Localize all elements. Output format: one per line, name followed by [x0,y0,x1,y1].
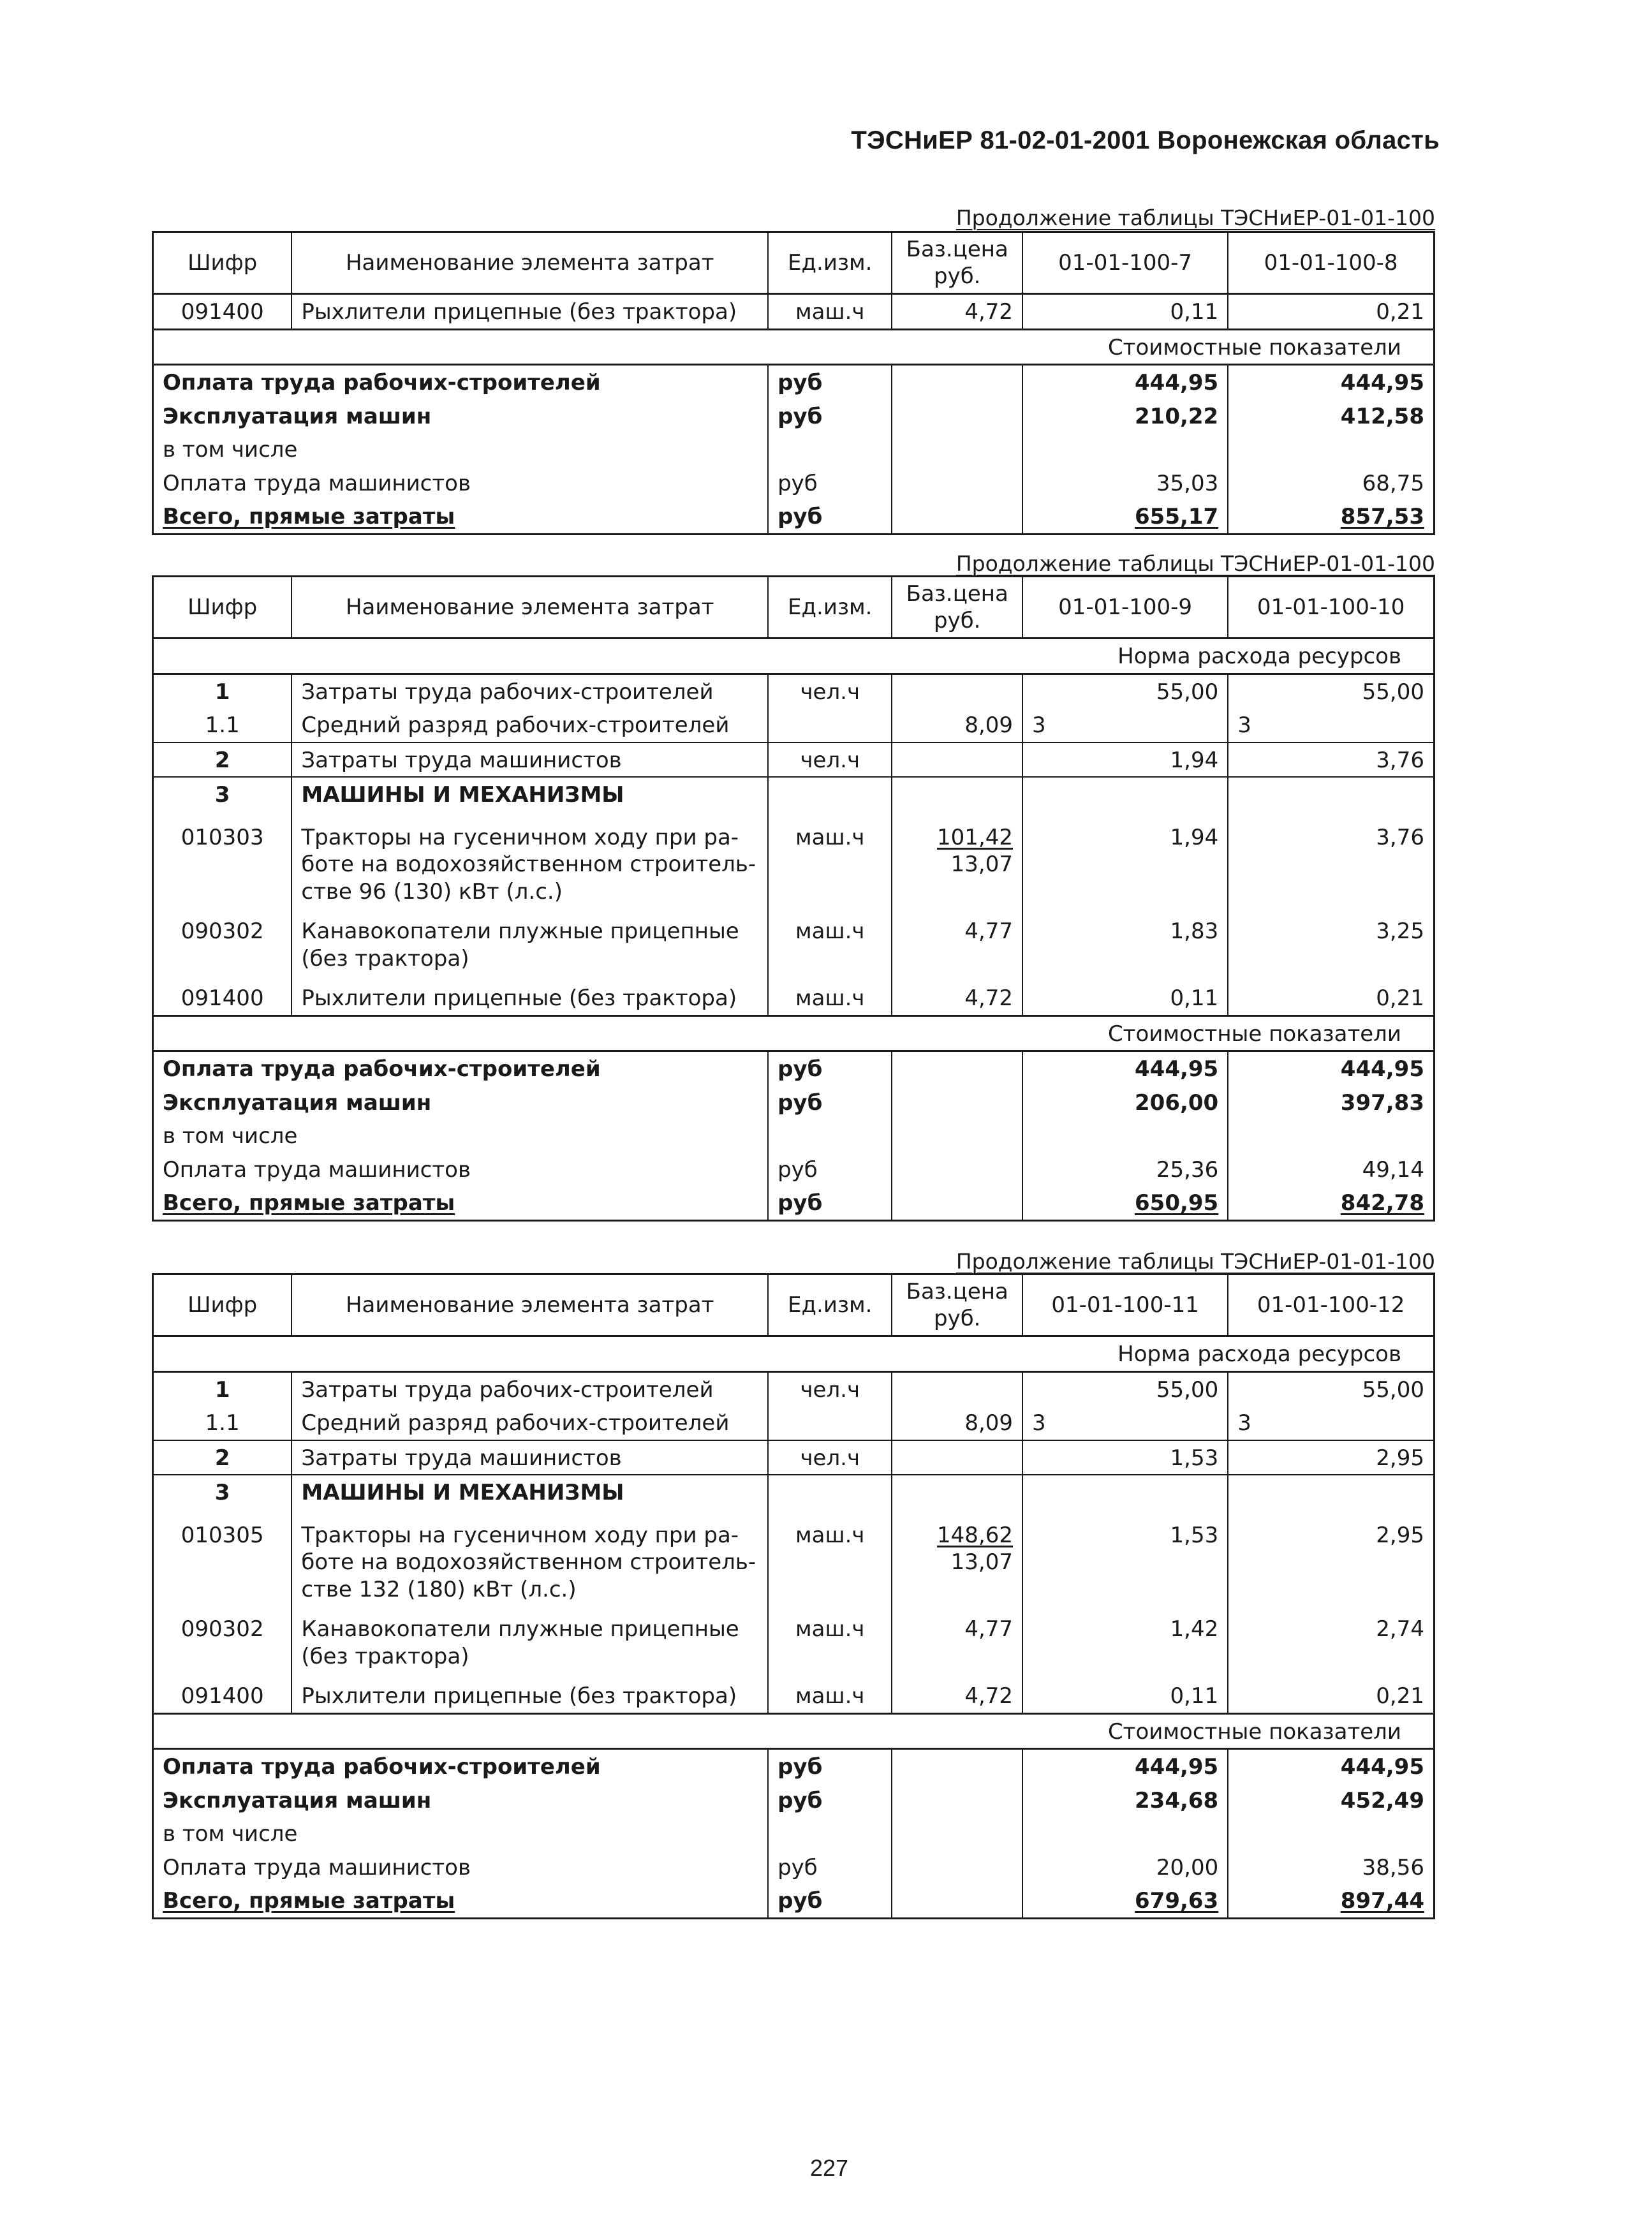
row-value-a: 55,00 [1022,674,1228,708]
machine-cost-b: 397,83 [1340,1089,1424,1116]
total-cost-b: 897,44 [1340,1888,1424,1914]
row-value-b: 3,25 [1376,919,1424,944]
row-code: 1 [153,674,292,708]
table3-continuation-label: Продолжение таблицы ТЭСНиЕР-01-01-100 [955,1249,1435,1274]
row-value-a: 0,11 [1022,294,1228,330]
including-a [1022,432,1228,466]
col-a-header: 01-01-100-7 [1022,232,1228,294]
row-price [892,674,1022,708]
machine-cost-price [892,399,1022,433]
col-price-header: Баз.цена руб. [892,1274,1022,1336]
col-unit-header: Ед.изм. [768,577,892,639]
row-unit: маш.ч [768,811,892,908]
including-unit [768,432,892,466]
including-row [153,1119,1434,1153]
row-price: 4,72 [892,975,1022,1015]
row-code: 091400 [153,1672,292,1713]
labor-cost-price [892,365,1022,399]
labor-cost-label: Оплата труда рабочих-строителей [153,365,769,399]
row-unit [768,1475,892,1509]
machine-cost-label: Эксплуатация машин [153,1783,769,1817]
row-value-b: 3,76 [1228,742,1434,778]
operator-cost-price [892,466,1022,500]
total-cost-label: Всего, прямые затраты [153,1884,769,1918]
labor-cost-b: 444,95 [1228,1051,1434,1086]
costs-section-row [153,329,1434,365]
machine-cost-unit: руб [768,1783,892,1817]
norms-section-row [153,639,1434,674]
including-b [1228,1119,1434,1153]
including-unit [768,1119,892,1153]
including-price [892,432,1022,466]
row-price: 4,77 [892,1606,1022,1672]
costs-section-label: Стоимостные показатели [153,329,1434,365]
including-price [892,1119,1022,1153]
col-b-header: 01-01-100-8 [1228,232,1434,294]
row-price [892,1371,1022,1406]
operator-cost-label: Оплата труда машинистов [153,1850,769,1884]
including-label: в том числе [153,432,769,466]
row-name: Затраты труда машинистов [291,742,768,778]
row-unit: маш.ч [768,294,892,330]
table1-continuation-label: Продолжение таблицы ТЭСНиЕР-01-01-100 [955,205,1435,230]
labor-cost-unit: руб [768,1749,892,1783]
labor-cost-row [153,365,1434,399]
labor-cost-unit: руб [768,1051,892,1086]
row-code: 1.1 [153,1406,292,1440]
machine-cost-unit: руб [768,399,892,433]
table-row [153,1440,1434,1475]
table2 [152,575,1435,1222]
table-row [153,294,1434,330]
machine-cost-a: 210,22 [1022,399,1228,433]
row-code: 091400 [153,975,292,1015]
total-cost-label: Всего, прямые затраты [153,499,769,534]
row-value-b: 55,00 [1228,1371,1434,1406]
labor-cost-label: Оплата труда рабочих-строителей [153,1749,769,1783]
table-row [153,742,1434,778]
total-cost-row [153,1884,1434,1918]
row-code: 010305 [153,1509,292,1606]
total-cost-unit: руб [768,1186,892,1220]
row-price [892,777,1022,811]
machine-cost-a: 206,00 [1022,1086,1228,1119]
machine-cost-row [153,399,1434,433]
labor-cost-b: 444,95 [1228,1749,1434,1783]
row-name: Рыхлители прицепные (без трактора) [291,294,768,330]
operator-cost-unit: руб [768,1850,892,1884]
table-row [153,708,1434,742]
row-price: 4,77 [892,908,1022,975]
labor-cost-price [892,1749,1022,1783]
operator-cost-price [892,1153,1022,1186]
labor-cost-price [892,1051,1022,1086]
row-value-a: 3 [1022,708,1228,742]
row-code: 3 [153,777,292,811]
row-code: 090302 [153,1606,292,1672]
col-name-header: Наименование элемента затрат [291,1274,768,1336]
row-name: Рыхлители прицепные (без трактора) [291,975,768,1015]
including-b [1228,432,1434,466]
row-price: 101,42 13,07 [892,811,1022,908]
operator-cost-a: 35,03 [1022,466,1228,500]
row-value-a: 1,94 [1022,811,1228,908]
row-name: Тракторы на гусеничном ходу при ра- боте на водохозяйственном строитель- стве 132 (180) кВт (л.с.) [291,1509,768,1606]
total-cost-unit: руб [768,1884,892,1918]
machine-cost-price [892,1086,1022,1119]
machine-cost-a: 234,68 [1022,1783,1228,1817]
row-price: 4,72 [892,1672,1022,1713]
total-cost-row [153,1186,1434,1220]
table2-continuation-label: Продолжение таблицы ТЭСНиЕР-01-01-100 [955,551,1435,576]
table-row [153,1406,1434,1440]
row-value-b [1228,777,1434,811]
row-value-b: 3,76 [1376,824,1424,850]
row-price: 8,09 [892,708,1022,742]
row-unit: чел.ч [768,1440,892,1475]
including-unit [768,1817,892,1850]
machine-cost-b: 452,49 [1340,1787,1424,1813]
col-a-header: 01-01-100-11 [1022,1274,1228,1336]
row-price: 148,62 13,07 [892,1509,1022,1606]
row-value-a: 1,53 [1022,1440,1228,1475]
row-value-b: 2,74 [1376,1616,1424,1642]
row-unit: чел.ч [768,742,892,778]
row-unit [768,708,892,742]
col-b-header: 01-01-100-10 [1228,577,1434,639]
table3-header-row [153,1274,1434,1336]
total-cost-unit: руб [768,499,892,534]
labor-cost-a: 444,95 [1022,1749,1228,1783]
row-unit: маш.ч [768,975,892,1015]
costs-section-row [153,1015,1434,1051]
row-unit: чел.ч [768,1371,892,1406]
operator-cost-row [153,1153,1434,1186]
col-code-header: Шифр [153,232,292,294]
row-code: 3 [153,1475,292,1509]
col-b-header: 01-01-100-12 [1228,1274,1434,1336]
norms-section-label: Норма расхода ресурсов [1117,644,1401,669]
operator-cost-a: 20,00 [1022,1850,1228,1884]
including-label: в том числе [153,1119,769,1153]
row-unit: маш.ч [768,1606,892,1672]
col-unit-header: Ед.изм. [768,1274,892,1336]
row-code: 090302 [153,908,292,975]
row-unit: чел.ч [768,674,892,708]
page-header: ТЭСНиЕР 81-02-01-2001 Воронежская область [851,126,1440,154]
including-a [1022,1817,1228,1850]
row-value-a: 1,42 [1022,1606,1228,1672]
row-code: 1.1 [153,708,292,742]
machine-cost-label: Эксплуатация машин [153,1086,769,1119]
row-name: Средний разряд рабочих-строителей [291,708,768,742]
col-price-header: Баз.цена руб. [892,577,1022,639]
row-code: 091400 [153,294,292,330]
labor-cost-row [153,1749,1434,1783]
col-code-header: Шифр [153,1274,292,1336]
row-unit [768,777,892,811]
total-cost-a: 679,63 [1022,1884,1228,1918]
including-a [1022,1119,1228,1153]
row-unit: маш.ч [768,1509,892,1606]
row-price [892,742,1022,778]
machine-cost-unit: руб [768,1086,892,1119]
row-value-a: 0,11 [1022,975,1228,1015]
row-name: Средний разряд рабочих-строителей [291,1406,768,1440]
table3 [152,1273,1435,1919]
col-code-header: Шифр [153,577,292,639]
costs-section-label: Стоимостные показатели [153,1015,1434,1051]
machine-cost-row [153,1783,1434,1817]
row-name: МАШИНЫ И МЕХАНИЗМЫ [291,1475,768,1509]
row-name: Канавокопатели плужные прицепные (без трактора) [291,1606,768,1672]
table-row [153,811,1434,908]
table-row [153,1371,1434,1406]
total-cost-price [892,499,1022,534]
total-cost-b: 842,78 [1340,1190,1424,1216]
row-name: Затраты труда рабочих-строителей [291,674,768,708]
row-name: Канавокопатели плужные прицепные (без трактора) [291,908,768,975]
col-name-header: Наименование элемента затрат [291,232,768,294]
row-value-a: 1,83 [1022,908,1228,975]
page-number: 227 [809,2155,849,2181]
total-cost-label: Всего, прямые затраты [153,1186,769,1220]
including-b [1228,1817,1434,1850]
row-value-b: 3 [1237,712,1251,738]
machine-cost-price [892,1783,1022,1817]
row-value-b: 55,00 [1228,674,1434,708]
table1-header-row [153,232,1434,294]
table-row [153,975,1434,1015]
total-cost-a: 650,95 [1022,1186,1228,1220]
row-code: 2 [153,1440,292,1475]
costs-section-label: Стоимостные показатели [153,1713,1434,1749]
labor-cost-a: 444,95 [1022,1051,1228,1086]
table-row [153,1672,1434,1713]
row-price [892,1440,1022,1475]
row-name: МАШИНЫ И МЕХАНИЗМЫ [291,777,768,811]
table-row [153,1475,1434,1509]
total-cost-row [153,499,1434,534]
operator-cost-label: Оплата труда машинистов [153,1153,769,1186]
col-a-header: 01-01-100-9 [1022,577,1228,639]
including-row [153,1817,1434,1850]
row-unit [768,1406,892,1440]
row-code: 1 [153,1371,292,1406]
table-row [153,1509,1434,1606]
labor-cost-b: 444,95 [1228,365,1434,399]
row-value-b: 0,21 [1376,1683,1424,1709]
row-code: 2 [153,742,292,778]
row-value-b [1228,1475,1434,1509]
row-name: Рыхлители прицепные (без трактора) [291,1672,768,1713]
operator-cost-price [892,1850,1022,1884]
row-unit: маш.ч [768,1672,892,1713]
row-code: 010303 [153,811,292,908]
row-price [892,1475,1022,1509]
operator-cost-label: Оплата труда машинистов [153,466,769,500]
row-name: Тракторы на гусеничном ходу при ра- боте на водохозяйственном строитель- стве 96 (130) кВт (л.с.) [291,811,768,908]
costs-section-row [153,1713,1434,1749]
row-value-b: 3 [1237,1410,1251,1436]
row-value-b: 0,21 [1376,986,1424,1011]
total-cost-price [892,1884,1022,1918]
row-value-a: 1,94 [1022,742,1228,778]
row-price: 4,72 [892,294,1022,330]
row-price: 8,09 [892,1406,1022,1440]
row-name: Затраты труда рабочих-строителей [291,1371,768,1406]
total-cost-a: 655,17 [1022,499,1228,534]
operator-cost-b: 49,14 [1362,1156,1424,1183]
row-name: Затраты труда машинистов [291,1440,768,1475]
col-name-header: Наименование элемента затрат [291,577,768,639]
table1 [152,231,1435,535]
operator-cost-row [153,1850,1434,1884]
row-value-b: 2,95 [1228,1440,1434,1475]
including-label: в том числе [153,1817,769,1850]
row-value-a: 0,11 [1022,1672,1228,1713]
norms-section-label: Норма расхода ресурсов [1117,1341,1401,1367]
total-cost-price [892,1186,1022,1220]
row-value-a: 55,00 [1022,1371,1228,1406]
machine-cost-label: Эксплуатация машин [153,399,769,433]
col-price-header: Баз.цена руб. [892,232,1022,294]
operator-cost-b: 38,56 [1362,1854,1424,1880]
row-value-a: 3 [1022,1406,1228,1440]
col-unit-header: Ед.изм. [768,232,892,294]
operator-cost-unit: руб [768,1153,892,1186]
table-row [153,674,1434,708]
operator-cost-a: 25,36 [1022,1153,1228,1186]
table-row [153,1606,1434,1672]
including-row [153,432,1434,466]
row-value-a [1022,1475,1228,1509]
table-row [153,908,1434,975]
labor-cost-a: 444,95 [1022,365,1228,399]
operator-cost-unit: руб [768,466,892,500]
table2-header-row [153,577,1434,639]
row-value-a [1022,777,1228,811]
operator-cost-row [153,466,1434,500]
labor-cost-label: Оплата труда рабочих-строителей [153,1051,769,1086]
row-value-b: 2,95 [1376,1522,1424,1548]
including-price [892,1817,1022,1850]
total-cost-b: 857,53 [1340,504,1424,529]
operator-cost-b: 68,75 [1362,470,1424,496]
norms-section-row [153,1336,1434,1372]
labor-cost-row [153,1051,1434,1086]
row-unit: маш.ч [768,908,892,975]
machine-cost-b: 412,58 [1340,403,1424,429]
table-row [153,777,1434,811]
row-value-a: 1,53 [1022,1509,1228,1606]
labor-cost-unit: руб [768,365,892,399]
machine-cost-row [153,1086,1434,1119]
row-value-b: 0,21 [1376,299,1424,325]
